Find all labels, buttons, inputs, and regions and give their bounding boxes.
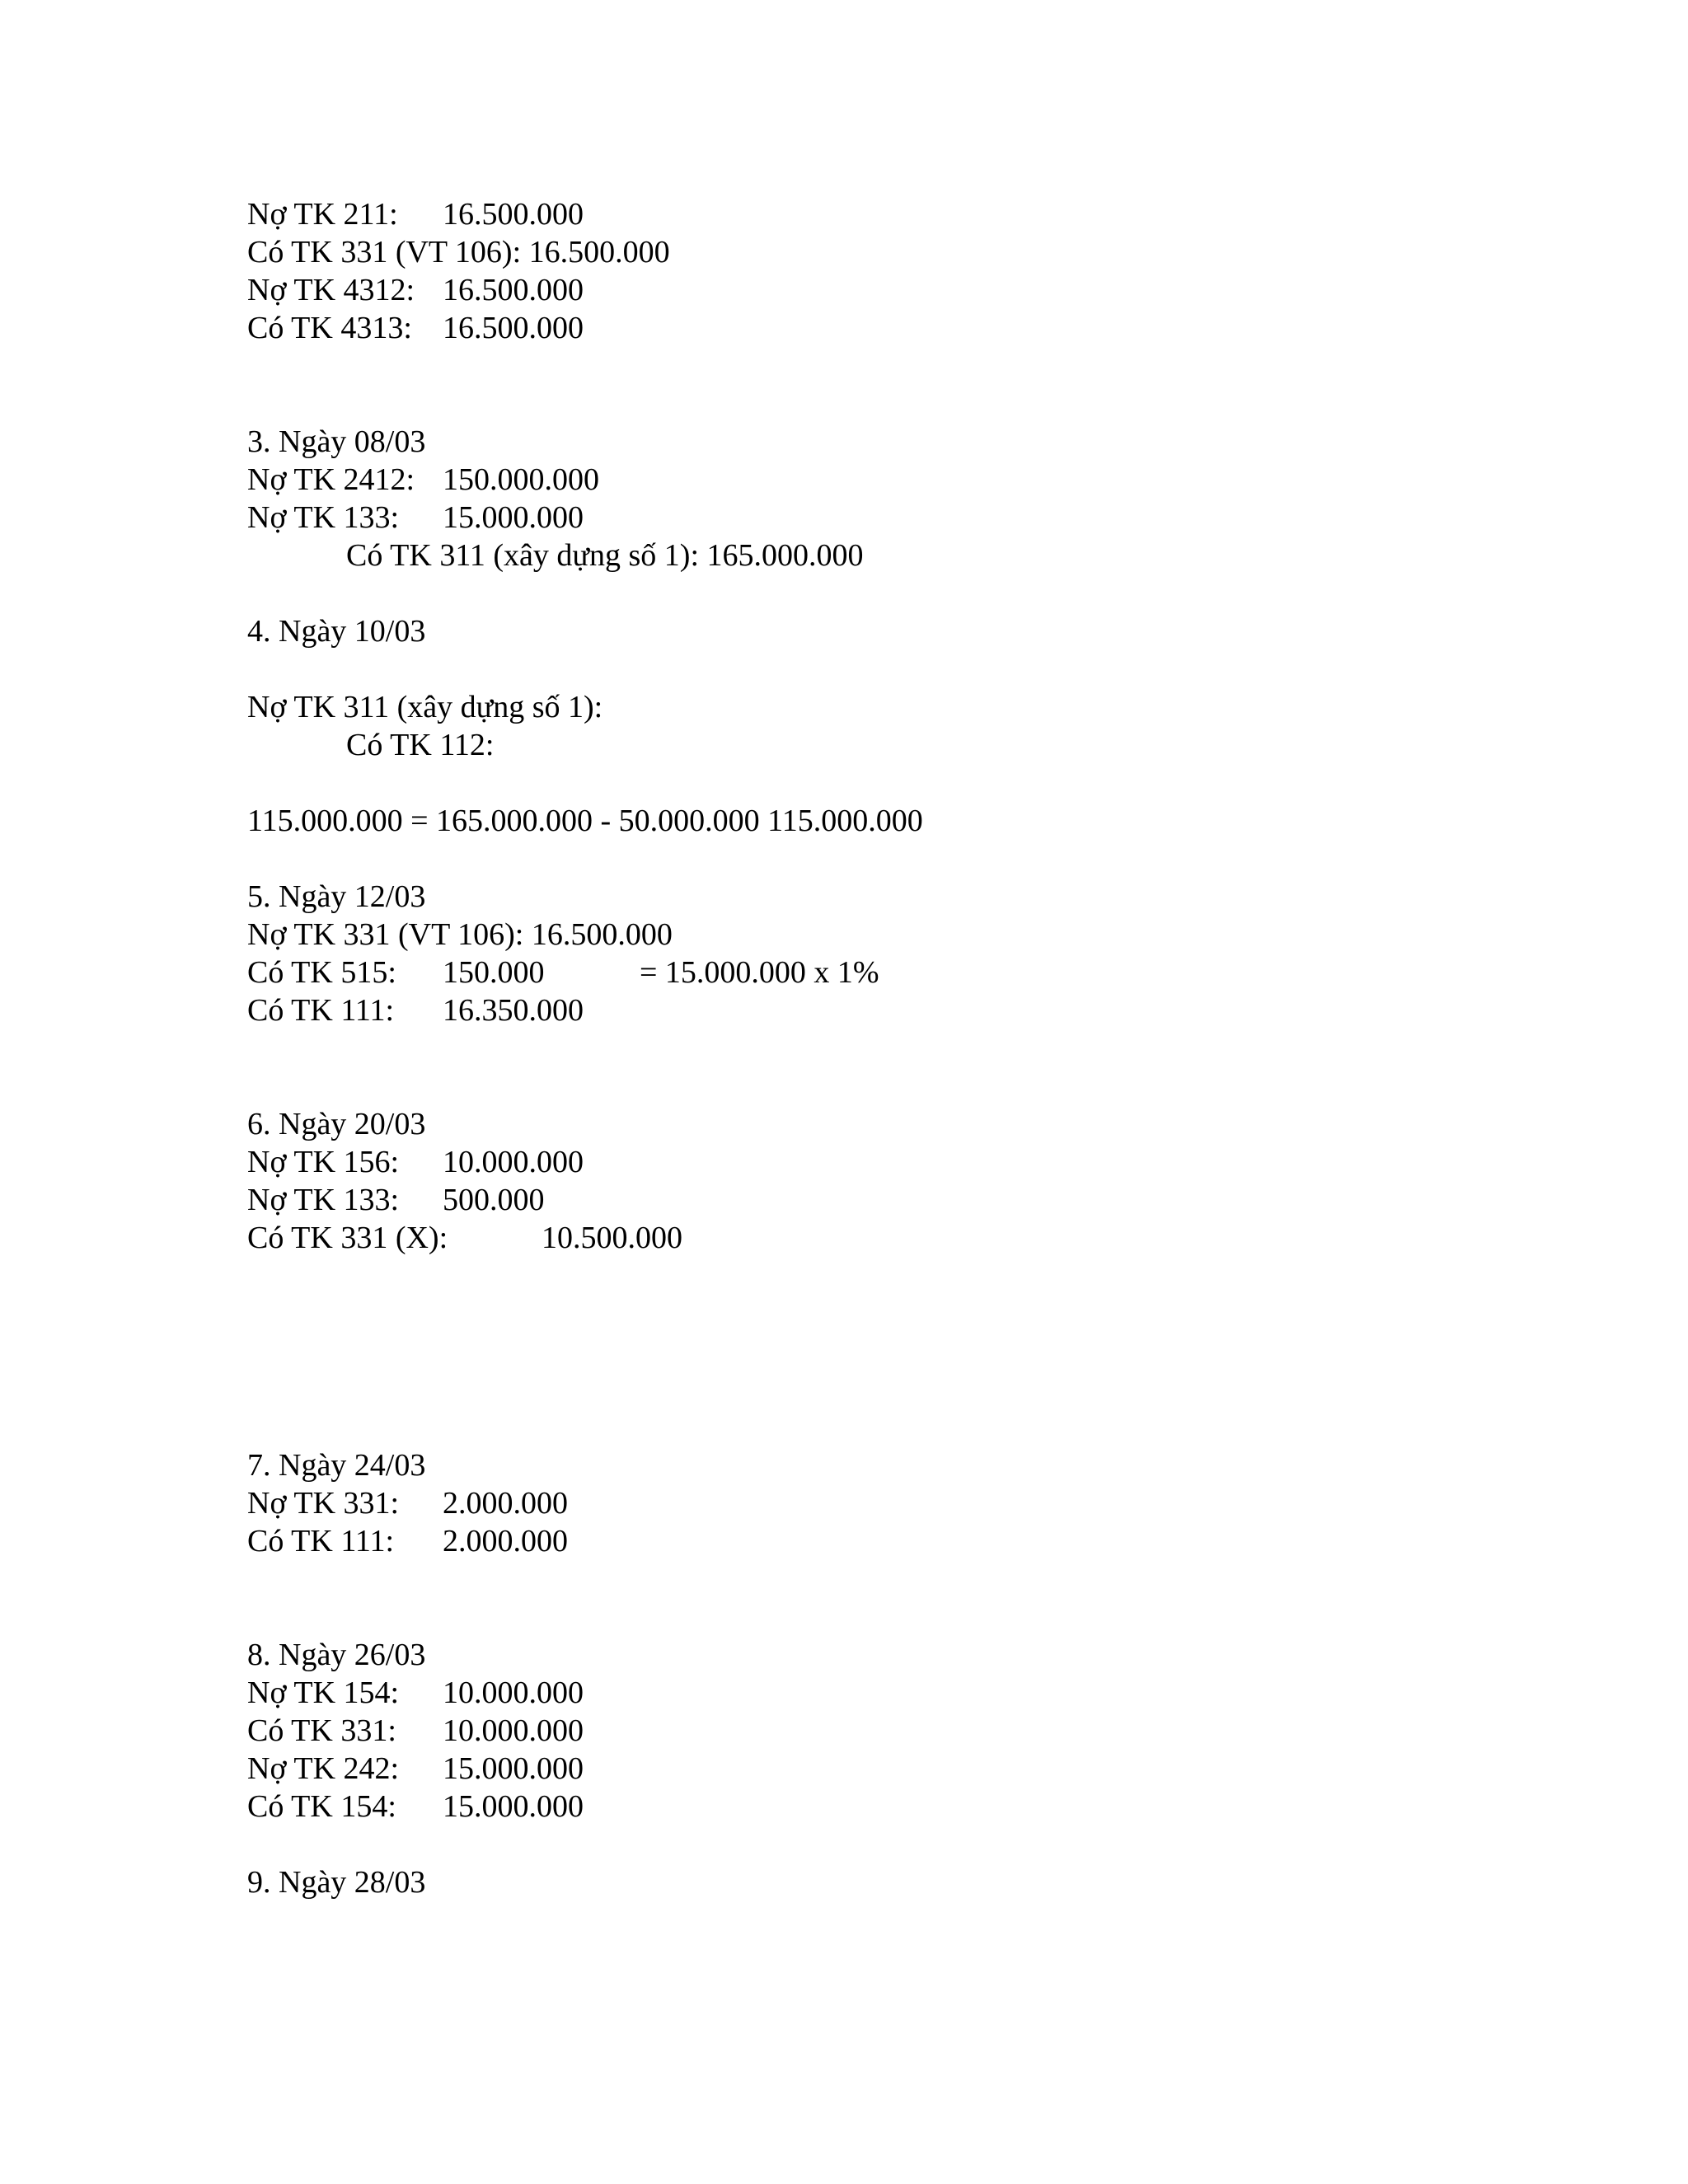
amount: 10.000.000 [443, 1145, 584, 1179]
entry-line-credit-112: Có TK 112: [346, 728, 495, 762]
account-label: Nợ TK 2412: [247, 462, 415, 497]
entry-line-debit-211 [247, 195, 584, 233]
account-label: Nợ TK 156: [247, 1145, 400, 1179]
entry-heading-9: 9. Ngày 28/03 [247, 1865, 426, 1900]
amount: 150.000.000 [443, 462, 599, 497]
amount: 2.000.000 [443, 1486, 568, 1521]
amount: 15.000.000 [443, 1789, 584, 1824]
entry-line-credit-111 [247, 1522, 568, 1560]
entry-line-credit-331-vt106 [247, 233, 670, 271]
account-label: Nợ TK 242: [247, 1751, 400, 1786]
entry-line-debit-331 [247, 1484, 568, 1522]
entry-line-credit-515 [247, 954, 879, 991]
entry-heading-6: 6. Ngày 20/03 [247, 1107, 426, 1141]
entry-line-credit-311 [346, 537, 864, 574]
entry-text: Có TK 311 (xây dựng số 1): 165.000.000 [346, 538, 864, 573]
amount: 10.500.000 [542, 1221, 682, 1255]
account-label: Nợ TK 211: [247, 197, 398, 232]
entry-line-credit-331-x [247, 1219, 682, 1257]
amount: 10.000.000 [443, 1675, 584, 1710]
account-label: Nợ TK 133: [247, 500, 400, 535]
amount: 16.350.000 [443, 993, 584, 1028]
account-label: Có TK 331 (X): [247, 1221, 448, 1255]
entry-line-debit-133 [247, 1181, 545, 1219]
account-label: Có TK 331: [247, 1713, 396, 1748]
amount: 10.000.000 [443, 1713, 584, 1748]
amount: 150.000 [443, 955, 545, 990]
entry-text: Có TK 331 (VT 106): 16.500.000 [247, 235, 670, 269]
entry-line-debit-154 [247, 1674, 584, 1712]
entry-line-debit-331-vt106: Nợ TK 331 (VT 106): 16.500.000 [247, 917, 673, 952]
entry-heading-8: 8. Ngày 26/03 [247, 1638, 426, 1672]
entry-line-credit-111 [247, 991, 584, 1029]
amount: 16.500.000 [443, 311, 584, 345]
account-label: Có TK 515: [247, 955, 396, 990]
account-label: Có TK 111: [247, 993, 395, 1028]
entry-heading-7: 7. Ngày 24/03 [247, 1448, 426, 1483]
account-label: Nợ TK 4312: [247, 273, 415, 307]
entry-line-credit-154 [247, 1788, 584, 1825]
account-label: Nợ TK 154: [247, 1675, 400, 1710]
entry-formula: 115.000.000 = 165.000.000 - 50.000.000 115.000.000 [247, 804, 923, 838]
entry-line-debit-242 [247, 1750, 584, 1788]
entry-line-debit-156 [247, 1143, 584, 1181]
amount: 15.000.000 [443, 500, 584, 535]
amount: 15.000.000 [443, 1751, 584, 1786]
entry-line-debit-311: Nợ TK 311 (xây dựng số 1): [247, 690, 603, 724]
amount: 2.000.000 [443, 1524, 568, 1558]
entry-line-debit-2412 [247, 461, 599, 499]
calculation-note: = 15.000.000 x 1% [640, 955, 879, 990]
entry-heading-4: 4. Ngày 10/03 [247, 614, 426, 649]
account-label: Nợ TK 133: [247, 1183, 400, 1217]
entry-line-credit-331 [247, 1712, 584, 1750]
entry-heading-3: 3. Ngày 08/03 [247, 424, 426, 459]
amount: 500.000 [443, 1183, 545, 1217]
account-label: Có TK 154: [247, 1789, 396, 1824]
amount: 16.500.000 [443, 197, 584, 232]
account-label: Có TK 4313: [247, 311, 412, 345]
entry-line-debit-133 [247, 499, 584, 537]
entry-line-credit-4313 [247, 309, 584, 347]
entry-heading-5: 5. Ngày 12/03 [247, 879, 426, 914]
entry-line-debit-4312 [247, 271, 584, 309]
amount: 16.500.000 [443, 273, 584, 307]
account-label: Nợ TK 331: [247, 1486, 400, 1521]
account-label: Có TK 111: [247, 1524, 395, 1558]
